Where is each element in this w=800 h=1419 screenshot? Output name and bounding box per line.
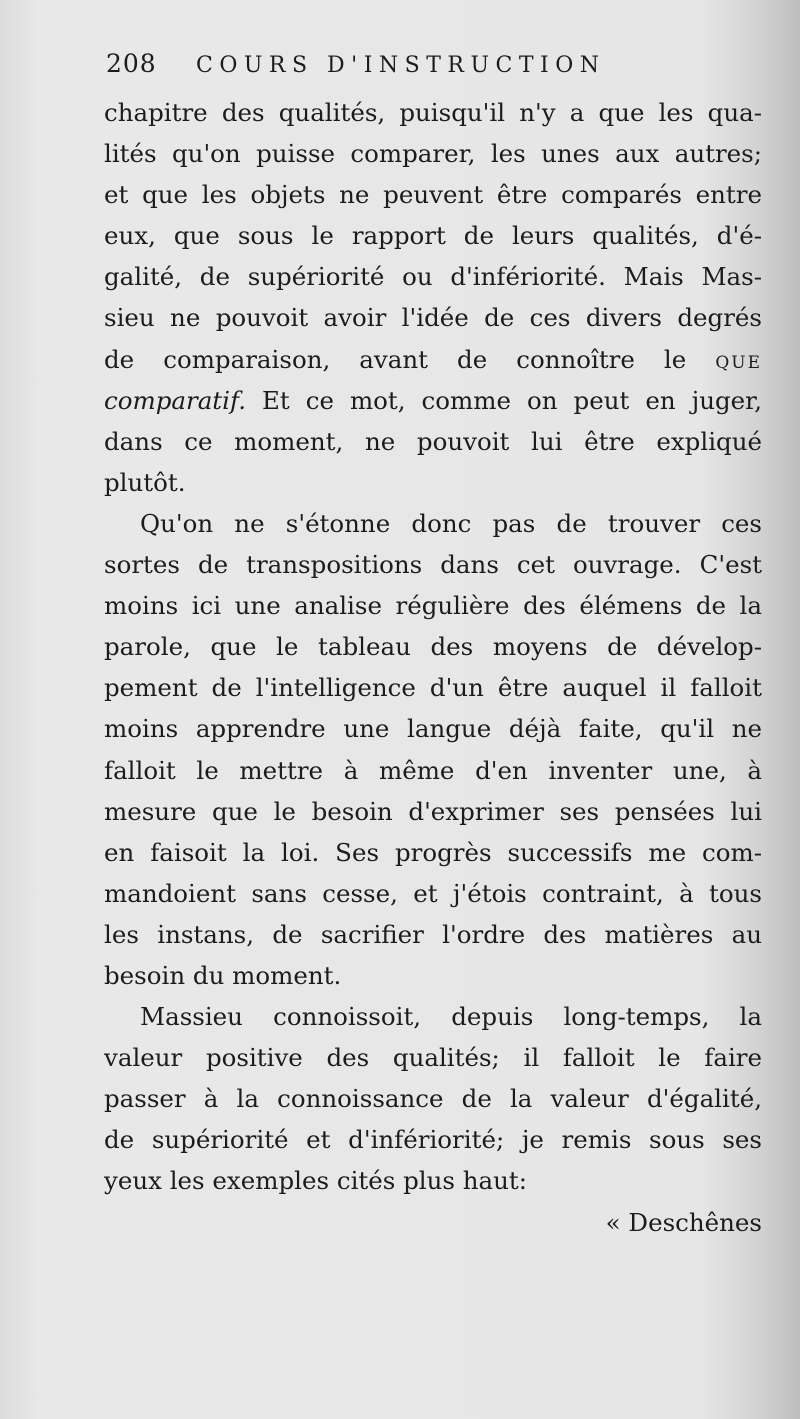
body-text — [104, 92, 762, 1243]
text-line: plutôt. — [104, 467, 186, 497]
catchword: « Deschênes — [605, 1207, 762, 1237]
running-head — [106, 46, 706, 82]
text-line: besoin du moment. — [104, 960, 342, 990]
running-title: COURS D'INSTRUCTION — [196, 53, 606, 78]
page-number: 208 — [106, 49, 157, 78]
text-line — [104, 380, 762, 421]
small-caps-word: que — [715, 344, 762, 374]
text-segment: de comparaison, avant de connoître le — [104, 344, 716, 374]
text-line: lités qu'on puisse comparer, les unes aux autres; — [104, 139, 762, 169]
text-line: yeux les exemples cités plus haut: — [104, 1166, 528, 1196]
paragraph-first-line: Massieu connoissoit, depuis long-temps, la — [140, 1002, 762, 1032]
text-line: mesure que le besoin d'exprimer ses pensées lui — [104, 796, 762, 826]
italic-word: comparatif. — [104, 385, 246, 415]
text-line: eux, que sous le rapport de leurs qualités, d'é- — [104, 221, 762, 251]
text-line: galité, de supériorité ou d'infériorité. Mais Mas- — [104, 262, 762, 292]
text-line: mandoient sans cesse, et j'étois contraint, à tous — [104, 878, 762, 908]
text-line: parole, que le tableau des moyens de dévelop- — [104, 632, 762, 662]
text-line: valeur positive des qualités; il falloit le faire — [104, 1043, 762, 1073]
text-line: dans ce moment, ne pouvoit lui être expliqué — [104, 426, 762, 456]
text-line: sortes de transpositions dans cet ouvrage. C'est — [104, 550, 762, 580]
paragraph-first-line: Qu'on ne s'étonne donc pas de trouver ces — [140, 508, 762, 538]
text-line: moins apprendre une langue déjà faite, qu'il ne — [104, 714, 762, 744]
text-line: chapitre des qualités, puisqu'il n'y a que les qua- — [104, 98, 762, 127]
text-line: de supériorité et d'infériorité; je remis sous ses — [104, 1125, 762, 1155]
text-line: les instans, de sacrifier l'ordre des matières au — [104, 919, 762, 949]
text-line: passer à la connoissance de la valeur d'égalité, — [104, 1084, 762, 1114]
text-line: pement de l'intelligence d'un être auquel il falloit — [104, 673, 762, 703]
text-line: sieu ne pouvoit avoir l'idée de ces divers degrés — [104, 303, 762, 333]
text-line: moins ici une analise régulière des élémens de la — [104, 591, 762, 621]
text-segment: Et ce mot, comme on peut en juger, — [245, 385, 762, 415]
text-line: et que les objets ne peuvent être comparés entre — [104, 180, 762, 210]
text-line — [104, 339, 762, 380]
text-line: en faisoit la loi. Ses progrès successifs me com- — [104, 837, 762, 867]
text-line: falloit le mettre à même d'en inventer une, à — [104, 755, 762, 785]
